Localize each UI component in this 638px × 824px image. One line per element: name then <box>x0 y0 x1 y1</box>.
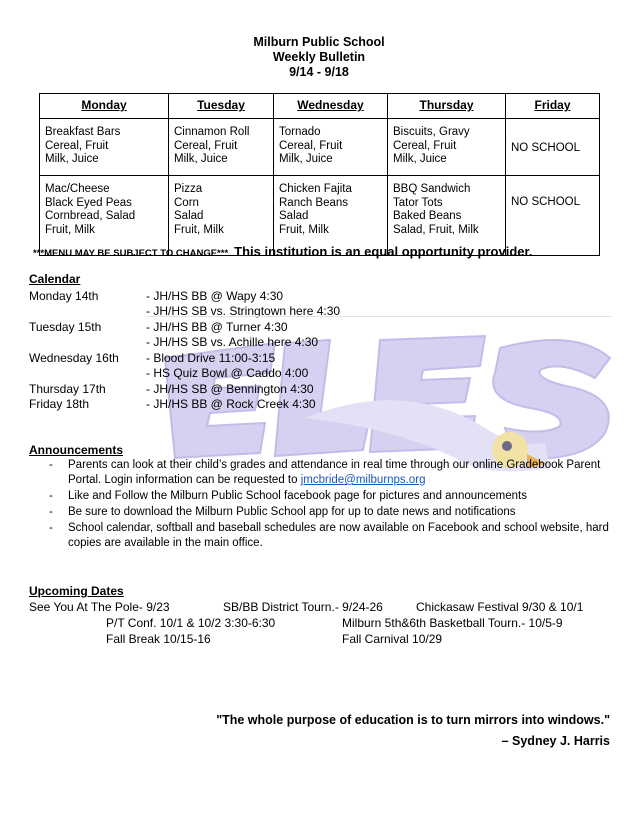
breakfast-row <box>40 119 600 176</box>
day-header-thursday: Thursday <box>388 94 506 119</box>
announcement-item: - School calendar, softball and baseball schedules are now available on Facebook and school website, hard copies are available in the main office. <box>49 522 609 549</box>
announcement-item: - Like and Follow the Milburn Public School facebook page for pictures and announcements <box>49 490 528 502</box>
email-link[interactable]: jmcbride@milburnps.org <box>300 474 426 486</box>
equal-opportunity-statement: This institution is an equal opportunity provider. <box>234 244 533 259</box>
announcements-title: Announcements <box>29 443 124 457</box>
menu-change-notice: ***MENU MAY BE SUBJECT TO CHANGE*** <box>33 248 229 259</box>
divider <box>147 316 612 317</box>
calendar-event: - JH/HS BB @ Rock Creek 4:30 <box>146 397 316 411</box>
breakfast-wednesday: Tornado Cereal, Fruit Milk, Juice <box>274 119 388 176</box>
calendar-event: - JH/HS SB vs. Stringtown here 4:30 <box>146 304 341 318</box>
calendar-event: - JH/HS BB @ Wapy 4:30 <box>146 289 284 303</box>
school-name: Milburn Public School <box>253 35 385 49</box>
day-header-tuesday: Tuesday <box>169 94 274 119</box>
breakfast-friday: NO SCHOOL <box>506 119 600 176</box>
lunch-thursday: BBQ Sandwich Tator Tots Baked Beans Salad, Fruit, Milk <box>388 176 506 256</box>
breakfast-thursday: Biscuits, Gravy Cereal, Fruit Milk, Juice <box>388 119 506 176</box>
breakfast-monday: Breakfast Bars Cereal, Fruit Milk, Juice <box>40 119 169 176</box>
calendar-day: Thursday 17th <box>29 382 106 396</box>
event-carnival: Fall Carnival 10/29 <box>342 632 443 646</box>
bulletin-dates: 9/14 - 9/18 <box>289 65 349 79</box>
event-basketball: Milburn 5th&6th Basketball Tourn.- 10/5-9 <box>342 616 563 630</box>
calendar-event: - JH/HS SB @ Bennington 4:30 <box>146 382 314 396</box>
calendar-event: - JH/HS BB @ Turner 4:30 <box>146 320 288 334</box>
event-pt-conf: P/T Conf. 10/1 & 10/2 3:30-6:30 <box>106 616 276 630</box>
bulletin-header <box>0 35 638 80</box>
calendar-day: Friday 18th <box>29 397 90 411</box>
calendar-event: - Blood Drive 11:00-3:15 <box>146 351 276 365</box>
lunch-wednesday: Chicken Fajita Ranch Beans Salad Fruit, Milk <box>274 176 388 256</box>
day-header-monday: Monday <box>40 94 169 119</box>
lunch-monday: Mac/Cheese Black Eyed Peas Cornbread, Salad Fruit, Milk <box>40 176 169 256</box>
announcement-item: - Be sure to download the Milburn Public School app for up to date news and notifications <box>49 506 516 518</box>
day-header-friday: Friday <box>506 94 600 119</box>
announcements-list <box>29 458 614 552</box>
menu-notice <box>33 243 532 261</box>
event-pole: See You At The Pole- 9/23 <box>29 600 170 614</box>
breakfast-tuesday: Cinnamon Roll Cereal, Fruit Milk, Juice <box>169 119 274 176</box>
event-chickasaw: Chickasaw Festival 9/30 & 10/1 <box>416 600 584 614</box>
calendar-event: - HS Quiz Bowl @ Caddo 4:00 <box>146 366 309 380</box>
lunch-friday: NO SCHOOL <box>506 176 600 256</box>
calendar-title: Calendar <box>29 272 81 286</box>
calendar-day: Monday 14th <box>29 289 99 303</box>
event-district: SB/BB District Tourn.- 9/24-26 <box>223 600 383 614</box>
lunch-menu-table <box>39 93 600 256</box>
day-header-wednesday: Wednesday <box>274 94 388 119</box>
quote-text: "The whole purpose of education is to turn mirrors into windows." <box>216 713 610 727</box>
upcoming-title: Upcoming Dates <box>29 584 124 598</box>
calendar-day: Tuesday 15th <box>29 320 102 334</box>
lunch-tuesday: Pizza Corn Salad Fruit, Milk <box>169 176 274 256</box>
quote-author: – Sydney J. Harris <box>501 734 610 748</box>
announcement-item: - Parents can look at their child’s grades and attendance in real time through our online Gradebook Parent Portal. Login information can be requested to jmcbride@milburnps.org <box>49 459 601 486</box>
bulletin-title: Weekly Bulletin <box>272 50 366 64</box>
calendar-event: - JH/HS SB vs. Achille here 4:30 <box>146 335 319 349</box>
calendar-day: Wednesday 16th <box>29 351 119 365</box>
event-fall-break: Fall Break 10/15-16 <box>106 632 211 646</box>
